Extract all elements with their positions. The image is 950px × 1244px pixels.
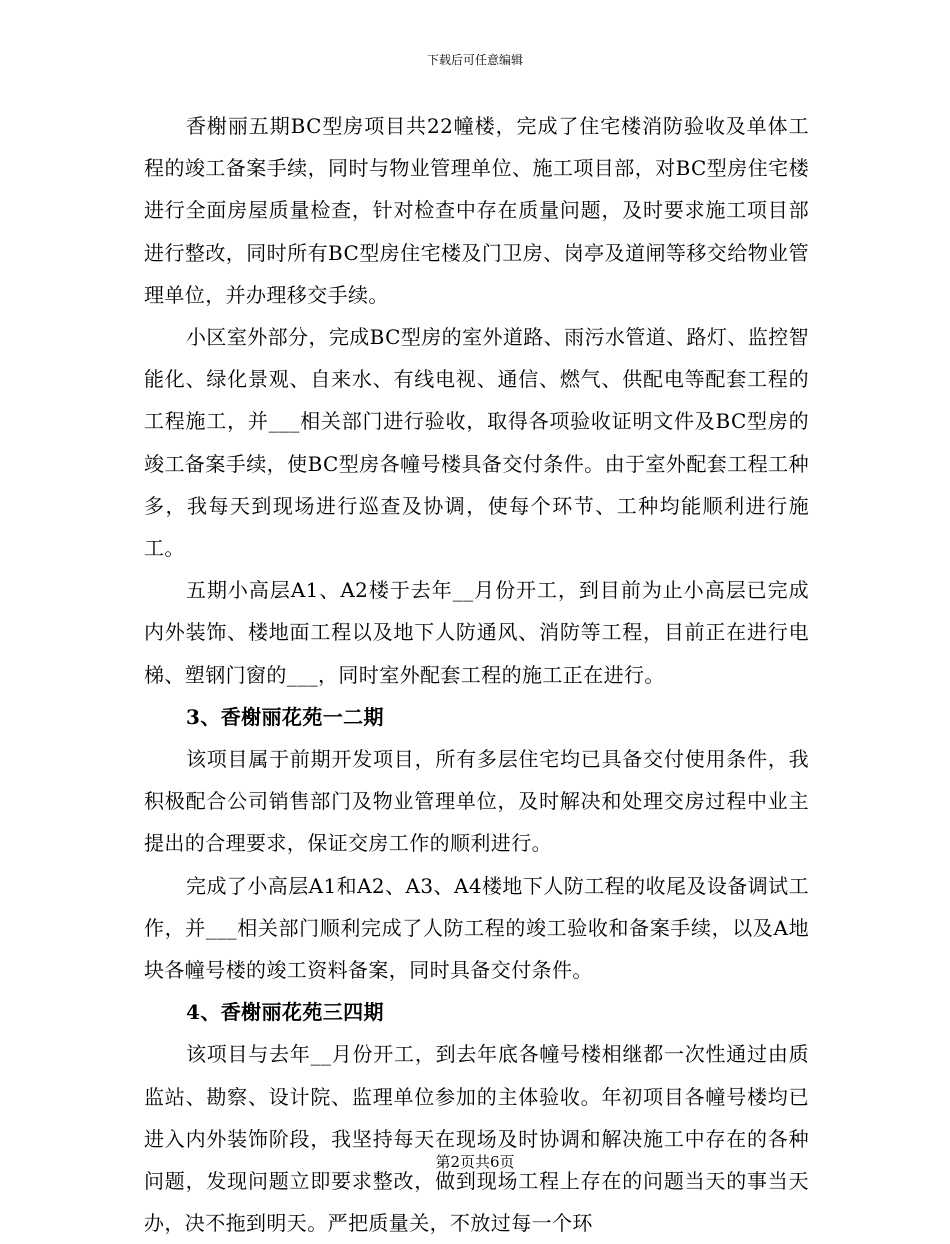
- page-header: 下载后可任意编辑: [426, 53, 523, 67]
- paragraph-6: 该项目与去年__月份开工，到去年底各幢号楼相继都一次性通过由质监站、勘察、设计院、监理单位参加的主体验收。年初项目各幢号楼均已进入内外装饰阶段，我坚持每天在现场及时协调和解决施工中存在的各种问题，发现问题立即要求整改，做到现场工程上存在的问题当天的事当天办，决不拖到明天。严把质量关，不放过每一个环: [144, 1042, 809, 1236]
- paragraph-1: 香榭丽五期BC型房项目共22幢楼，完成了住宅楼消防验收及单体工程的竣工备案手续，同时与物业管理单位、施工项目部，对BC型房住宅楼进行全面房屋质量检查，针对检查中存在质量问题，及时要求施工项目部进行整改，同时所有BC型房住宅楼及门卫房、岗亭及道闸等移交给物业管理单位，并办理移交手续。: [144, 114, 809, 307]
- section-heading-4: 4、香榭丽花苑三四期: [186, 1000, 384, 1025]
- section-heading-3: 3、香榭丽花苑一二期: [186, 704, 384, 729]
- paragraph-5: 完成了小高层A1和A2、A3、A4楼地下人防工程的收尾及设备调试工作，并___相关部门顺利完成了人防工程的竣工验收和备案手续，以及A地块各幢号楼的竣工资料备案，同时具备交付条件。: [144, 873, 809, 983]
- paragraph-4: 该项目属于前期开发项目，所有多层住宅均已具备交付使用条件，我积极配合公司销售部门及物业管理单位，及时解决和处理交房过程中业主提出的合理要求，保证交房工作的顺利进行。: [144, 747, 809, 856]
- document-body: [144, 105, 809, 1244]
- page-footer: 第2页共6页: [435, 1153, 515, 1171]
- paragraph-2: 小区室外部分，完成BC型房的室外道路、雨污水管道、路灯、监控智能化、绿化景观、自来水、有线电视、通信、燃气、供配电等配套工程的工程施工，并___相关部门进行验收，取得各项验收证明文件及BC型房的竣工备案手续，使BC型房各幢号楼具备交付条件。由于室外配套工程工种多，我每天到现场进行巡查及协调，使每个环节、工种均能顺利进行施工。: [144, 325, 809, 561]
- paragraph-3: 五期小高层A1、A2楼于去年__月份开工，到目前为止小高层已完成内外装饰、楼地面工程以及地下人防通风、消防等工程，目前正在进行电梯、塑钢门窗的___，同时室外配套工程的施工正在进行。: [144, 578, 809, 687]
